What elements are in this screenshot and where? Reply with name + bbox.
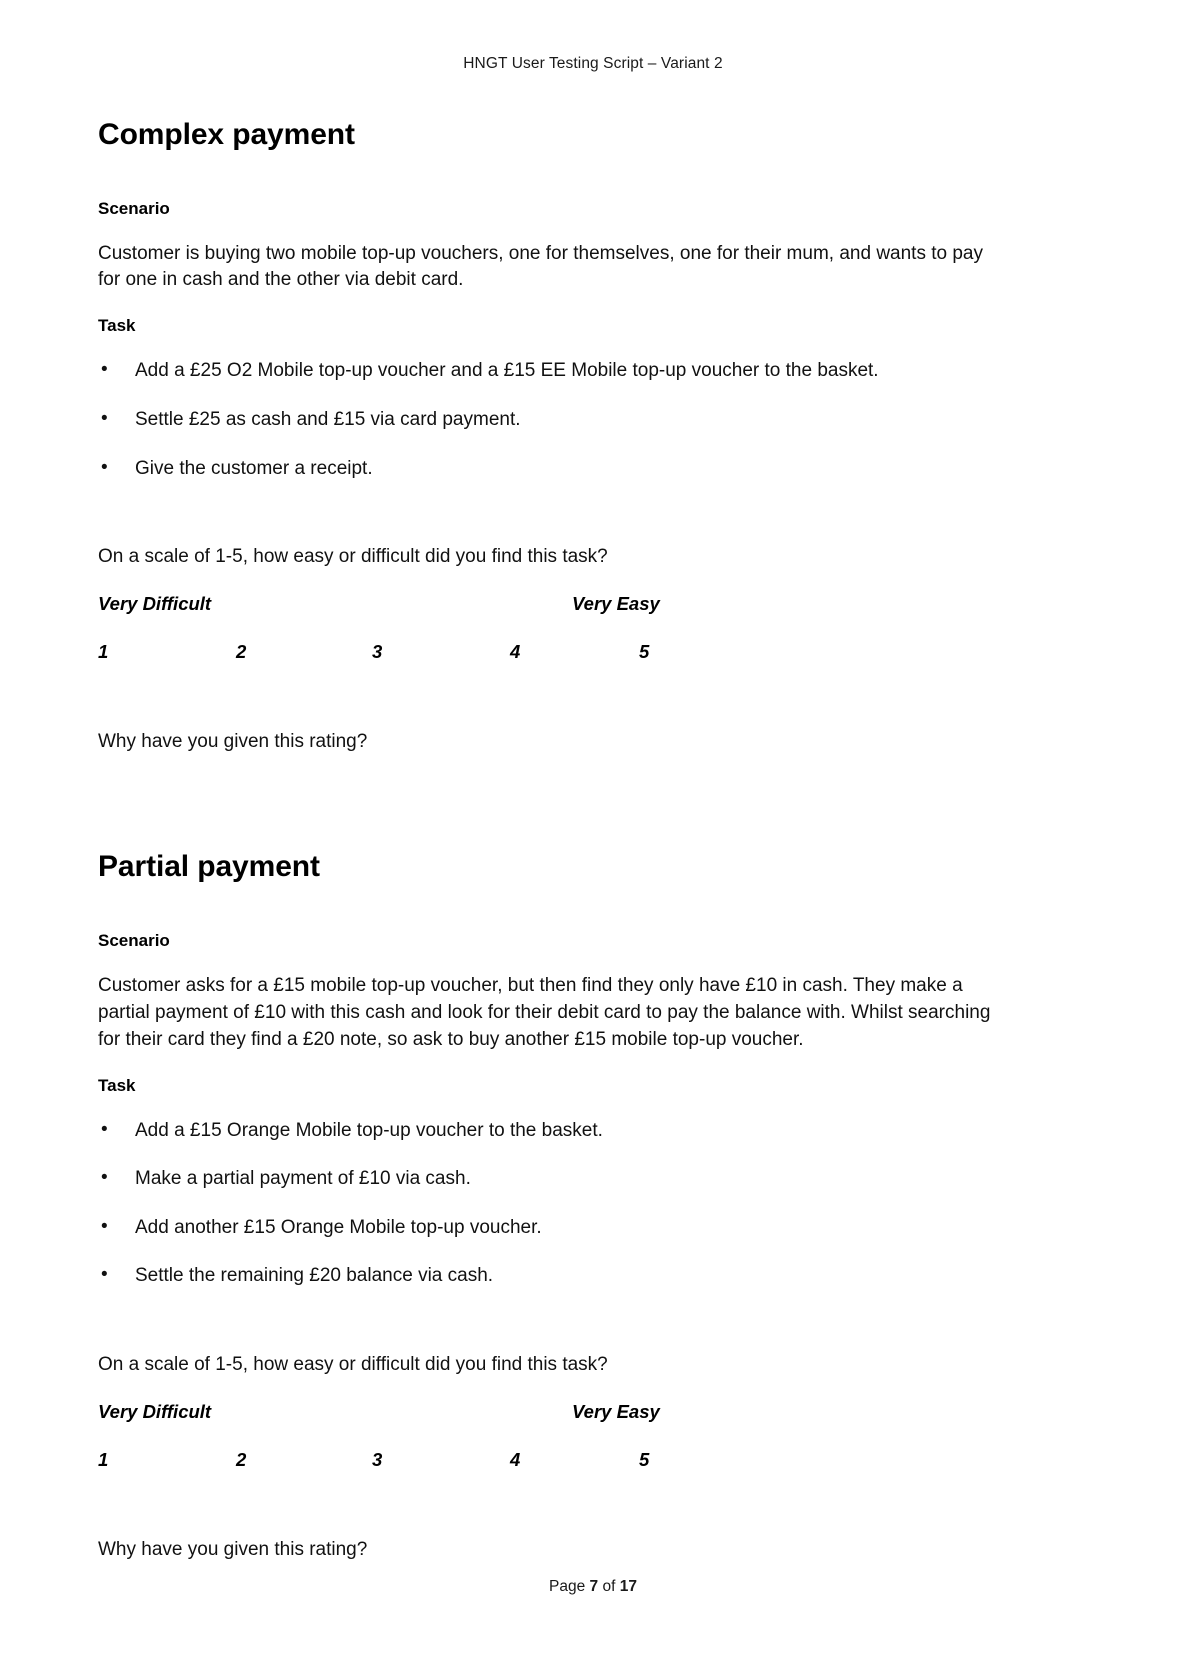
scale-left-label: Very Difficult xyxy=(98,593,212,615)
task-list xyxy=(98,1118,998,1290)
scale-left-label: Very Difficult xyxy=(98,1400,212,1422)
spacer xyxy=(98,219,998,241)
bullet-icon: • xyxy=(101,456,108,478)
task-text: Make a partial payment of £10 via cash. xyxy=(135,1168,471,1190)
scenario-text: Customer is buying two mobile top-up vouchers, one for themselves, one for their mum, and wants to pay for one in cash and the other via debit card. xyxy=(98,242,983,291)
followup-question: Why have you given this rating? xyxy=(98,1538,368,1560)
task-label: Task xyxy=(98,1075,136,1095)
page-header: HNGT User Testing Script – Variant 2 xyxy=(463,55,723,72)
section-title: Complex payment xyxy=(98,118,355,151)
list-item xyxy=(98,1263,998,1290)
section-partial-payment xyxy=(98,850,998,1564)
bullet-icon: • xyxy=(101,1167,108,1189)
list-item xyxy=(98,1215,998,1242)
document-content xyxy=(98,118,998,1564)
rating-option-4[interactable]: 4 xyxy=(510,641,521,663)
footer-page-number: 7 xyxy=(589,1578,599,1595)
rating-scale-values[interactable] xyxy=(98,641,998,667)
spacer xyxy=(98,667,998,729)
rating-option-3[interactable]: 3 xyxy=(372,1448,383,1470)
bullet-icon: • xyxy=(101,1264,108,1286)
list-item xyxy=(98,456,998,483)
footer-prefix: Page xyxy=(549,1578,590,1595)
scenario-text: Customer asks for a £15 mobile top-up voucher, but then find they only have £10 in cash. They make a partial payment of £10 with this cash and look for their debit card to pay the balance with. Whilst searching for their card they find a £20 note, so ask to buy another £15 mobile top-up voucher. xyxy=(98,974,991,1050)
section-complex-payment xyxy=(98,118,998,756)
spacer xyxy=(98,153,998,199)
list-item xyxy=(98,358,998,385)
task-text: Add a £25 O2 Mobile top-up voucher and a £15 EE Mobile top-up voucher to the basket. xyxy=(135,360,879,382)
spacer xyxy=(98,885,998,931)
rating-option-5[interactable]: 5 xyxy=(639,1448,650,1470)
task-text: Settle £25 as cash and £15 via card payment. xyxy=(135,409,521,431)
spacer xyxy=(98,1475,998,1537)
rating-question: On a scale of 1-5, how easy or difficult did you find this task? xyxy=(98,1353,608,1375)
page-footer xyxy=(0,1578,1186,1596)
spacer xyxy=(98,336,998,358)
section-title: Partial payment xyxy=(98,850,320,884)
spacer xyxy=(98,756,998,818)
rating-scale-labels xyxy=(98,593,998,619)
spacer xyxy=(98,571,998,593)
rating-option-4[interactable]: 4 xyxy=(510,1448,521,1470)
followup-question: Why have you given this rating? xyxy=(98,731,368,753)
spacer xyxy=(98,482,998,544)
rating-option-2[interactable]: 2 xyxy=(236,1448,247,1470)
scenario-label: Scenario xyxy=(98,930,170,950)
task-list xyxy=(98,358,998,482)
spacer xyxy=(98,1096,998,1118)
spacer xyxy=(98,619,998,641)
bullet-icon: • xyxy=(101,1118,108,1140)
spacer xyxy=(98,1379,998,1401)
task-text: Settle the remaining £20 balance via cash. xyxy=(135,1265,494,1287)
task-text: Give the customer a receipt. xyxy=(135,457,373,479)
rating-scale-values[interactable] xyxy=(98,1449,998,1475)
scale-right-label: Very Easy xyxy=(572,593,660,615)
list-item xyxy=(98,407,998,434)
bullet-icon: • xyxy=(101,359,108,381)
footer-middle: of xyxy=(598,1578,620,1595)
rating-option-2[interactable]: 2 xyxy=(236,641,247,663)
bullet-icon: • xyxy=(101,408,108,430)
rating-question: On a scale of 1-5, how easy or difficult did you find this task? xyxy=(98,546,608,568)
spacer xyxy=(98,1427,998,1449)
task-label: Task xyxy=(98,316,136,336)
footer-total-pages: 17 xyxy=(619,1578,637,1595)
list-item xyxy=(98,1166,998,1193)
rating-scale-labels xyxy=(98,1401,998,1427)
rating-option-1[interactable]: 1 xyxy=(98,641,109,663)
spacer xyxy=(98,294,998,316)
scale-right-label: Very Easy xyxy=(572,1400,660,1422)
spacer xyxy=(98,1290,998,1352)
bullet-icon: • xyxy=(101,1215,108,1237)
rating-option-3[interactable]: 3 xyxy=(372,641,383,663)
spacer xyxy=(98,951,998,973)
spacer xyxy=(98,1054,998,1076)
task-text: Add another £15 Orange Mobile top-up voucher. xyxy=(135,1216,542,1238)
list-item xyxy=(98,1118,998,1145)
rating-option-1[interactable]: 1 xyxy=(98,1448,109,1470)
task-text: Add a £15 Orange Mobile top-up voucher to the basket. xyxy=(135,1119,603,1141)
rating-option-5[interactable]: 5 xyxy=(639,641,650,663)
spacer xyxy=(98,818,998,850)
scenario-label: Scenario xyxy=(98,198,170,218)
